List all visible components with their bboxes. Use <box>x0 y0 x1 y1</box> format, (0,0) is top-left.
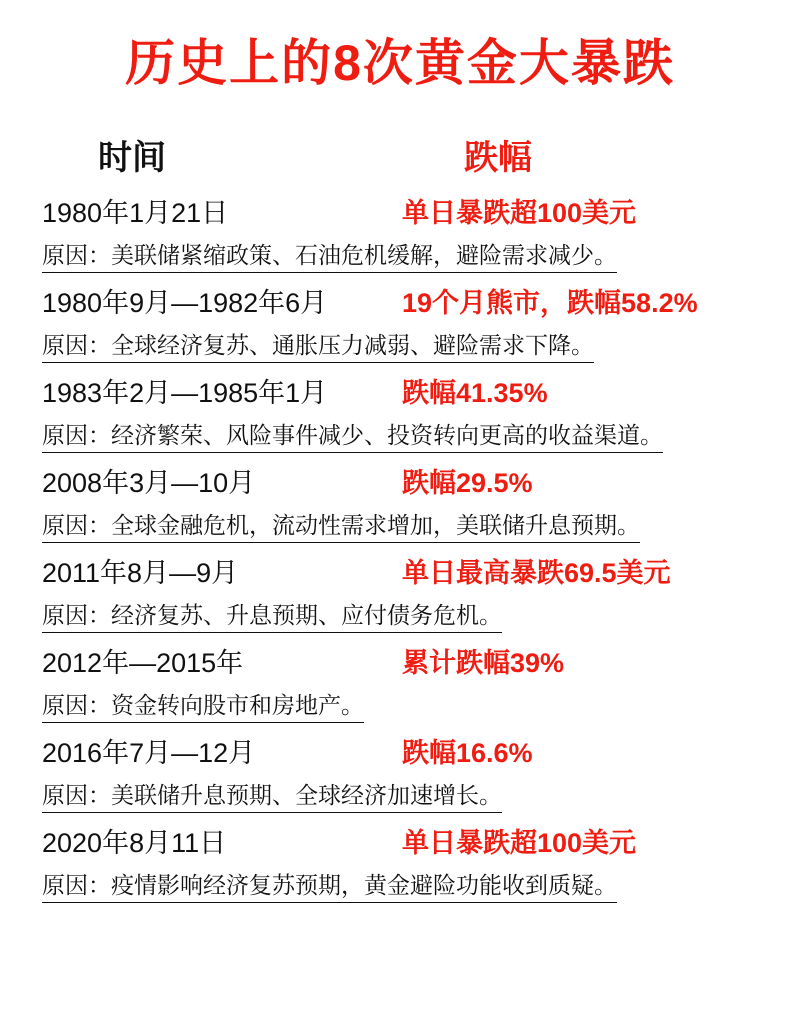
entry-reason <box>16 687 784 723</box>
list-item <box>16 821 784 903</box>
entry-drop: 累计跌幅39% <box>402 648 565 678</box>
entry-main-row <box>16 641 784 680</box>
entry-reason <box>16 507 784 543</box>
column-headers <box>16 130 784 179</box>
entry-date: 2020年8月11日 <box>42 828 227 858</box>
column-header-drop: 跌幅 <box>464 139 532 177</box>
entry-date: 1983年2月—1985年1月 <box>42 378 328 408</box>
entry-date: 2008年3月—10月 <box>42 468 256 498</box>
list-item <box>16 641 784 723</box>
column-header-time: 时间 <box>98 139 166 177</box>
entry-main-row <box>16 731 784 770</box>
list-item <box>16 731 784 813</box>
list-item <box>16 281 784 363</box>
entry-reason-text: 原因：资金转向股市和房地产。 <box>42 687 364 723</box>
entry-drop: 跌幅41.35% <box>402 378 548 408</box>
list-item <box>16 461 784 543</box>
entry-main-row <box>16 821 784 860</box>
entry-reason-text: 原因：美联储升息预期、全球经济加速增长。 <box>42 777 502 813</box>
entry-reason-text: 原因：全球经济复苏、通胀压力减弱、避险需求下降。 <box>42 327 594 363</box>
entry-reason <box>16 237 784 273</box>
entry-reason-text: 原因：全球金融危机，流动性需求增加，美联储升息预期。 <box>42 507 640 543</box>
entry-date: 1980年1月21日 <box>42 198 229 228</box>
list-item <box>16 551 784 633</box>
list-item <box>16 371 784 453</box>
entry-main-row <box>16 281 784 320</box>
entry-drop: 跌幅29.5% <box>402 468 533 498</box>
entry-drop: 跌幅16.6% <box>402 738 533 768</box>
page-title: 历史上的8次黄金大暴跌 <box>125 35 675 91</box>
entry-date: 2012年—2015年 <box>42 648 244 678</box>
entry-main-row <box>16 461 784 500</box>
entry-date: 2011年8月—9月 <box>42 558 239 588</box>
entry-drop: 19个月熊市，跌幅58.2% <box>402 288 698 318</box>
entry-drop: 单日暴跌超100美元 <box>402 828 637 858</box>
entry-main-row <box>16 551 784 590</box>
entry-drop: 单日暴跌超100美元 <box>402 198 637 228</box>
entry-drop: 单日最高暴跌69.5美元 <box>402 558 671 588</box>
list-item <box>16 191 784 273</box>
entry-reason-text: 原因：经济繁荣、风险事件减少、投资转向更高的收益渠道。 <box>42 417 663 453</box>
entry-list <box>16 191 784 903</box>
entry-reason <box>16 597 784 633</box>
entry-reason <box>16 417 784 453</box>
entry-date: 2016年7月—12月 <box>42 738 256 768</box>
entry-reason-text: 原因：疫情影响经济复苏预期，黄金避险功能收到质疑。 <box>42 867 617 903</box>
entry-reason-text: 原因：美联储紧缩政策、石油危机缓解，避险需求减少。 <box>42 237 617 273</box>
entry-reason <box>16 867 784 903</box>
entry-reason <box>16 777 784 813</box>
entry-date: 1980年9月—1982年6月 <box>42 288 328 318</box>
entry-main-row <box>16 371 784 410</box>
entry-main-row <box>16 191 784 230</box>
entry-reason-text: 原因：经济复苏、升息预期、应付债务危机。 <box>42 597 502 633</box>
entry-reason <box>16 327 784 363</box>
